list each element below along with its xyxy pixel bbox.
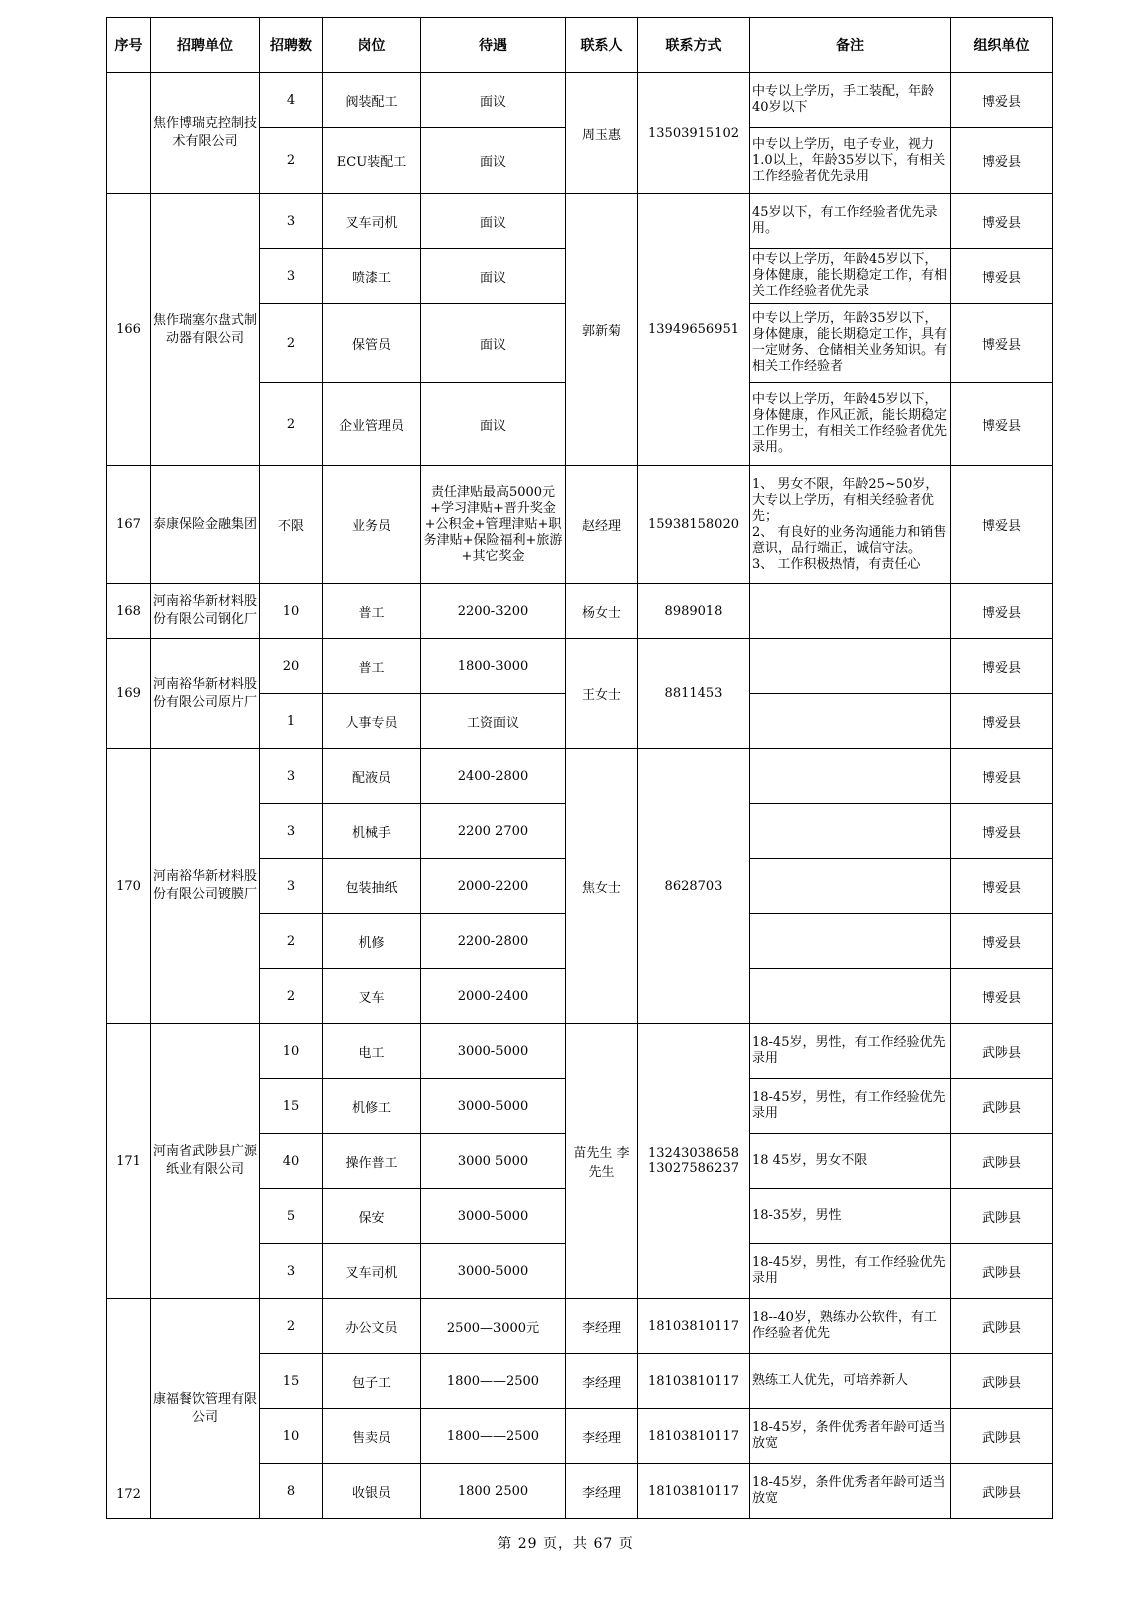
row-note bbox=[750, 73, 951, 128]
row-count: 2 bbox=[260, 383, 323, 466]
row-org: 博爱县 bbox=[951, 249, 1053, 304]
row-org: 博爱县 bbox=[951, 194, 1053, 249]
row-pay: 1800——2500 bbox=[421, 1409, 566, 1464]
row-org: 博爱县 bbox=[951, 859, 1053, 914]
table-body bbox=[107, 73, 1053, 1519]
row-note-text: 18-45岁，男性，有工作经验优先录用 bbox=[752, 1090, 946, 1121]
header-phone: 联系方式 bbox=[638, 18, 750, 73]
row-org: 博爱县 bbox=[951, 383, 1053, 466]
row-count: 2 bbox=[260, 128, 323, 194]
row-note-text: 18-45岁，条件优秀者年龄可适当放宽 bbox=[752, 1475, 946, 1506]
row-count: 3 bbox=[260, 194, 323, 249]
row-position: ECU装配工 bbox=[323, 128, 421, 194]
row-note-text: 18-45岁，男性，有工作经验优先录用 bbox=[752, 1035, 946, 1066]
table-row bbox=[107, 73, 1053, 128]
row-org: 博爱县 bbox=[951, 969, 1053, 1024]
row-count: 2 bbox=[260, 1299, 323, 1354]
header-seq: 序号 bbox=[107, 18, 151, 73]
table-row bbox=[107, 584, 1053, 639]
row-unit: 河南裕华新材料股份有限公司钢化厂 bbox=[151, 584, 260, 639]
row-contact: 李经理 bbox=[566, 1299, 638, 1354]
row-position: 机械手 bbox=[323, 804, 421, 859]
row-seq: 168 bbox=[107, 584, 151, 639]
row-pay: 3000-5000 bbox=[421, 1189, 566, 1244]
row-position: 配液员 bbox=[323, 749, 421, 804]
header-pay: 待遇 bbox=[421, 18, 566, 73]
row-org: 博爱县 bbox=[951, 466, 1053, 584]
row-count: 15 bbox=[260, 1354, 323, 1409]
row-unit: 康福餐饮管理有限公司 bbox=[151, 1299, 260, 1519]
header-unit: 招聘单位 bbox=[151, 18, 260, 73]
row-phone: 15938158020 bbox=[638, 466, 750, 584]
row-note bbox=[750, 249, 951, 304]
row-seq: 169 bbox=[107, 639, 151, 749]
row-note-text: 18 45岁，男女不限 bbox=[752, 1153, 868, 1168]
row-note bbox=[750, 1299, 951, 1354]
row-unit: 焦作瑞塞尔盘式制动器有限公司 bbox=[151, 194, 260, 466]
row-position: 叉车司机 bbox=[323, 194, 421, 249]
row-phone: 8811453 bbox=[638, 639, 750, 749]
table-row bbox=[107, 466, 1053, 584]
row-note bbox=[750, 584, 951, 639]
row-count: 10 bbox=[260, 584, 323, 639]
row-note bbox=[750, 1409, 951, 1464]
row-note bbox=[750, 749, 951, 804]
row-position: 喷漆工 bbox=[323, 249, 421, 304]
row-note bbox=[750, 859, 951, 914]
row-pay: 2500—3000元 bbox=[421, 1299, 566, 1354]
row-count: 2 bbox=[260, 969, 323, 1024]
row-position: 售卖员 bbox=[323, 1409, 421, 1464]
row-seq: 167 bbox=[107, 466, 151, 584]
row-org: 博爱县 bbox=[951, 73, 1053, 128]
row-pay: 2000-2200 bbox=[421, 859, 566, 914]
recruitment-table bbox=[106, 17, 1053, 1519]
row-position: 操作普工 bbox=[323, 1134, 421, 1189]
row-note bbox=[750, 1134, 951, 1189]
row-note-text: 中专以上学历，年龄45岁以下，身体健康，能长期稳定工作，有相关工作经验者优先录 bbox=[752, 252, 948, 299]
row-position: 机修工 bbox=[323, 1079, 421, 1134]
row-pay: 1800 2500 bbox=[421, 1464, 566, 1519]
row-phone: 8628703 bbox=[638, 749, 750, 1024]
row-position: 阀装配工 bbox=[323, 73, 421, 128]
row-pay: 3000-5000 bbox=[421, 1079, 566, 1134]
table-row bbox=[107, 1299, 1053, 1354]
row-count: 40 bbox=[260, 1134, 323, 1189]
row-position: 收银员 bbox=[323, 1464, 421, 1519]
row-contact: 周玉惠 bbox=[566, 73, 638, 194]
row-position: 普工 bbox=[323, 639, 421, 694]
row-org: 武陟县 bbox=[951, 1189, 1053, 1244]
row-contact: 郭新菊 bbox=[566, 194, 638, 466]
row-contact: 杨女士 bbox=[566, 584, 638, 639]
row-org: 博爱县 bbox=[951, 304, 1053, 383]
row-position: 普工 bbox=[323, 584, 421, 639]
row-unit: 焦作博瑞克控制技术有限公司 bbox=[151, 73, 260, 194]
row-note bbox=[750, 1244, 951, 1299]
row-position: 人事专员 bbox=[323, 694, 421, 749]
row-note bbox=[750, 914, 951, 969]
row-phone: 13243038658 13027586237 bbox=[638, 1024, 750, 1299]
row-note-text: 18-45岁，条件优秀者年龄可适当放宽 bbox=[752, 1420, 946, 1451]
page-footer: 第 29 页，共 67 页 bbox=[497, 1536, 634, 1552]
row-note-text: 中专以上学历，手工装配，年龄40岁以下 bbox=[752, 84, 935, 115]
row-org: 武陟县 bbox=[951, 1354, 1053, 1409]
row-phone: 8989018 bbox=[638, 584, 750, 639]
row-note bbox=[750, 694, 951, 749]
header-count: 招聘数 bbox=[260, 18, 323, 73]
row-contact: 苗先生 李先生 bbox=[566, 1024, 638, 1299]
header-position: 岗位 bbox=[323, 18, 421, 73]
row-note-text: 中专以上学历，电子专业，视力1.0以上，年龄35岁以下，有相关工作经验者优先录用 bbox=[752, 136, 946, 184]
row-pay: 2000-2400 bbox=[421, 969, 566, 1024]
row-position: 叉车司机 bbox=[323, 1244, 421, 1299]
row-pay: 2400-2800 bbox=[421, 749, 566, 804]
row-pay: 面议 bbox=[421, 128, 566, 194]
row-phone: 18103810117 bbox=[638, 1409, 750, 1464]
row-pay: 1800——2500 bbox=[421, 1354, 566, 1409]
row-seq: 171 bbox=[107, 1024, 151, 1299]
row-note bbox=[750, 1354, 951, 1409]
row-contact: 焦女士 bbox=[566, 749, 638, 1024]
row-phone: 18103810117 bbox=[638, 1464, 750, 1519]
row-org: 博爱县 bbox=[951, 914, 1053, 969]
row-count: 3 bbox=[260, 1244, 323, 1299]
row-count: 1 bbox=[260, 694, 323, 749]
row-pay: 2200-3200 bbox=[421, 584, 566, 639]
row-note bbox=[750, 804, 951, 859]
row-note-text: 45岁以下，有工作经验者优先录用。 bbox=[752, 205, 938, 236]
row-pay: 面议 bbox=[421, 249, 566, 304]
row-phone: 13503915102 bbox=[638, 73, 750, 194]
row-count: 5 bbox=[260, 1189, 323, 1244]
header-row bbox=[107, 18, 1053, 73]
table-row bbox=[107, 194, 1053, 249]
row-position: 电工 bbox=[323, 1024, 421, 1079]
row-org: 博爱县 bbox=[951, 639, 1053, 694]
row-position: 办公文员 bbox=[323, 1299, 421, 1354]
row-note bbox=[750, 194, 951, 249]
row-pay: 面议 bbox=[421, 304, 566, 383]
row-position: 企业管理员 bbox=[323, 383, 421, 466]
row-org: 武陟县 bbox=[951, 1244, 1053, 1299]
row-count: 8 bbox=[260, 1464, 323, 1519]
row-pay: 1800-3000 bbox=[421, 639, 566, 694]
row-org: 武陟县 bbox=[951, 1024, 1053, 1079]
row-pay: 3000-5000 bbox=[421, 1024, 566, 1079]
row-count: 不限 bbox=[260, 466, 323, 584]
header-note: 备注 bbox=[750, 18, 951, 73]
row-pay: 面议 bbox=[421, 383, 566, 466]
table-row bbox=[107, 639, 1053, 694]
header-org: 组织单位 bbox=[951, 18, 1053, 73]
row-note bbox=[750, 639, 951, 694]
row-org: 武陟县 bbox=[951, 1299, 1053, 1354]
row-note bbox=[750, 128, 951, 194]
row-org: 武陟县 bbox=[951, 1464, 1053, 1519]
row-pay: 责任津贴最高5000元+学习津贴+晋升奖金+公积金+管理津贴+职务津贴+保险福利+旅游+其它奖金 bbox=[421, 466, 566, 584]
row-position: 叉车 bbox=[323, 969, 421, 1024]
table-row bbox=[107, 1024, 1053, 1079]
row-note bbox=[750, 383, 951, 466]
row-phone: 13949656951 bbox=[638, 194, 750, 466]
row-note-text: 熟练工人优先，可培养新人 bbox=[752, 1373, 909, 1388]
row-unit: 河南裕华新材料股份有限公司原片厂 bbox=[151, 639, 260, 749]
row-pay: 3000 5000 bbox=[421, 1134, 566, 1189]
row-contact: 赵经理 bbox=[566, 466, 638, 584]
row-count: 3 bbox=[260, 804, 323, 859]
row-note bbox=[750, 1079, 951, 1134]
row-pay: 2200-2800 bbox=[421, 914, 566, 969]
row-phone: 18103810117 bbox=[638, 1299, 750, 1354]
row-position: 业务员 bbox=[323, 466, 421, 584]
row-contact: 李经理 bbox=[566, 1354, 638, 1409]
row-count: 3 bbox=[260, 749, 323, 804]
row-unit: 河南省武陟县广源纸业有限公司 bbox=[151, 1024, 260, 1299]
row-note bbox=[750, 1189, 951, 1244]
table-row bbox=[107, 749, 1053, 804]
row-pay: 面议 bbox=[421, 73, 566, 128]
row-count: 2 bbox=[260, 304, 323, 383]
row-org: 武陟县 bbox=[951, 1079, 1053, 1134]
row-unit: 河南裕华新材料股份有限公司镀膜厂 bbox=[151, 749, 260, 1024]
row-org: 博爱县 bbox=[951, 804, 1053, 859]
row-note-text: 中专以上学历，年龄45岁以下，身体健康，作风正派，能长期稳定工作男士，有相关工作经验者优先录用。 bbox=[752, 392, 948, 455]
row-count: 20 bbox=[260, 639, 323, 694]
row-contact: 李经理 bbox=[566, 1464, 638, 1519]
row-org: 博爱县 bbox=[951, 128, 1053, 194]
row-org: 博爱县 bbox=[951, 694, 1053, 749]
row-pay: 2200 2700 bbox=[421, 804, 566, 859]
row-note bbox=[750, 1464, 951, 1519]
row-seq bbox=[107, 73, 151, 194]
row-note bbox=[750, 1024, 951, 1079]
row-seq: 166 bbox=[107, 194, 151, 466]
row-note-text: 1、 男女不限，年龄25~50岁，大专以上学历，有相关经验者优先； 2、 有良好的业务沟通能力和销售意识，品行端正，诚信守法。 3、 工作积极热情，有责任心 bbox=[752, 476, 947, 572]
row-pay: 面议 bbox=[421, 194, 566, 249]
row-note bbox=[750, 969, 951, 1024]
row-position: 保安 bbox=[323, 1189, 421, 1244]
row-seq: 172 bbox=[107, 1299, 151, 1519]
row-org: 武陟县 bbox=[951, 1134, 1053, 1189]
row-count: 3 bbox=[260, 249, 323, 304]
row-pay: 工资面议 bbox=[421, 694, 566, 749]
row-org: 武陟县 bbox=[951, 1409, 1053, 1464]
row-count: 2 bbox=[260, 914, 323, 969]
row-contact: 李经理 bbox=[566, 1409, 638, 1464]
row-note bbox=[750, 304, 951, 383]
row-note-text: 中专以上学历，年龄35岁以下，身体健康，能长期稳定工作，具有一定财务、仓储相关业务知识。有相关工作经验者 bbox=[752, 311, 948, 374]
header-contact: 联系人 bbox=[566, 18, 638, 73]
row-org: 博爱县 bbox=[951, 749, 1053, 804]
row-seq: 170 bbox=[107, 749, 151, 1024]
row-position: 包装抽纸 bbox=[323, 859, 421, 914]
row-position: 包子工 bbox=[323, 1354, 421, 1409]
row-note bbox=[750, 466, 951, 584]
row-phone: 18103810117 bbox=[638, 1354, 750, 1409]
row-pay: 3000-5000 bbox=[421, 1244, 566, 1299]
row-count: 4 bbox=[260, 73, 323, 128]
row-contact: 王女士 bbox=[566, 639, 638, 749]
row-count: 3 bbox=[260, 859, 323, 914]
row-note-text: 18-45岁，男性，有工作经验优先录用 bbox=[752, 1255, 946, 1286]
row-count: 15 bbox=[260, 1079, 323, 1134]
row-count: 10 bbox=[260, 1409, 323, 1464]
row-note-text: 18-35岁，男性 bbox=[752, 1208, 842, 1223]
row-org: 博爱县 bbox=[951, 584, 1053, 639]
row-unit: 泰康保险金融集团 bbox=[151, 466, 260, 584]
row-note-text: 18--40岁，熟练办公软件，有工作经验者优先 bbox=[752, 1310, 937, 1341]
row-position: 机修 bbox=[323, 914, 421, 969]
row-count: 10 bbox=[260, 1024, 323, 1079]
row-position: 保管员 bbox=[323, 304, 421, 383]
